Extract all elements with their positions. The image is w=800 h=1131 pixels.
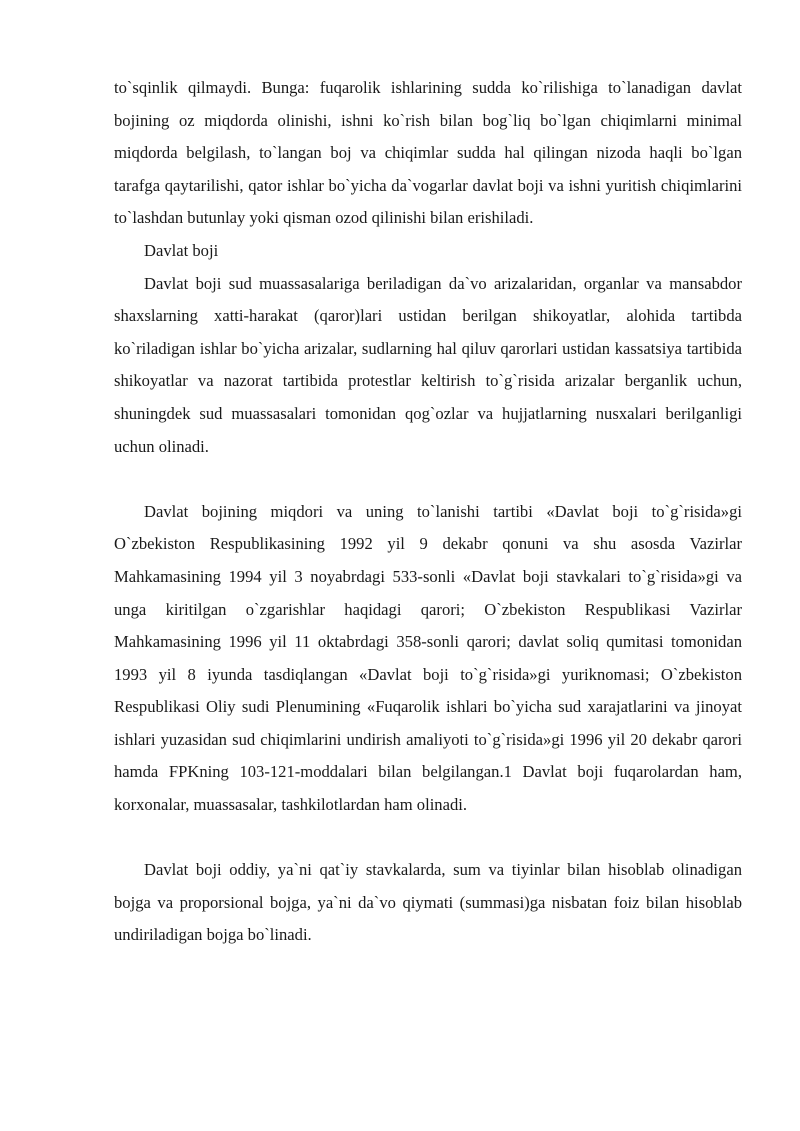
paragraph-types: Davlat boji oddiy, ya`ni qat`iy stavkalarda, sum va tiyinlar bilan hisoblab olinadigan bojga va proporsional bojga, ya`ni da`vo qiymati (summasi)ga nisbatan foiz bilan hisoblab undiriladigan bojga bo`linadi. xyxy=(114,860,742,945)
paragraph-legal-basis: Davlat bojining miqdori va uning to`lanishi tartibi «Davlat boji to`g`risida»gi O`zbekiston Respublikasining 1992 yil 9 dekabr qonuni va shu asosda Vazirlar Mahkamasining 1994 yil 3 noyabrdagi 533-sonli «Davlat boji stavkalari to`g`risida»gi va unga kiritilgan o`zgarishlar haqidagi qarori; O`zbekiston Respublikasi Vazirlar Mahkamasining 1996 yil 11 oktabrdagi 358-sonli qarori; davlat soliq qumitasi tomonidan 1993 yil 8 iyunda tasdiqlangan «Davlat boji to`g`risida»gi yuriknomasi; O`zbekiston Respublikasi Oliy sudi Plenumining «Fuqarolik ishlari bo`yicha sud xarajatlarini va jinoyat ishlari yuzasidan sud chiqimlarini undirish amaliyoti to`g`risida»gi 1996 yil 20 dekabr qarori hamda FPKning 103-121-moddalari bilan belgilangan.1 Davlat boji fuqarolardan ham, korxonalar, muassasalar, tashkilotlardan ham olinadi. xyxy=(114,501,742,815)
paragraph-spacer xyxy=(114,822,742,855)
paragraph-definition: Davlat boji sud muassasalariga beriladigan da`vo arizalaridan, organlar va mansabdor shaxslarning xatti-harakat (qaror)lari ustidan berilgan shikoyatlar, alohida tartibda ko`riladigan ishlar bo`yicha arizalar, sudlarning hal qiluv qarorlari ustidan kassatsiya tartibida shikoyatlar va nazorat tartibida protestlar keltirish to`g`risida arizalar berganlik uchun, shuningdek sud muassasalari tomonidan qog`ozlar va hujjatlarning nusxalari berilganligi uchun olinadi. xyxy=(114,273,742,456)
section-heading: Davlat boji xyxy=(144,240,219,260)
paragraph-spacer xyxy=(114,463,742,496)
paragraph-continuation: to`sqinlik qilmaydi. Bunga: fuqarolik ishlarining sudda ko`rilishiga to`lanadigan davlat bojining oz miqdorda olinishi, ishni ko`rish bilan bog`liq bo`lgan chiqimlarni minimal miqdorda belgilash, to`langan boj va chiqimlar sudda hal qilingan nizoda haqli bo`lgan tarafga qaytarilishi, qator ishlar bo`yicha da`vogarlar davlat boji va ishni yuritish chiqimlarini to`lashdan butunlay yoki qisman ozod qilinishi bilan erishiladi. xyxy=(114,78,742,228)
document-page xyxy=(114,72,742,952)
